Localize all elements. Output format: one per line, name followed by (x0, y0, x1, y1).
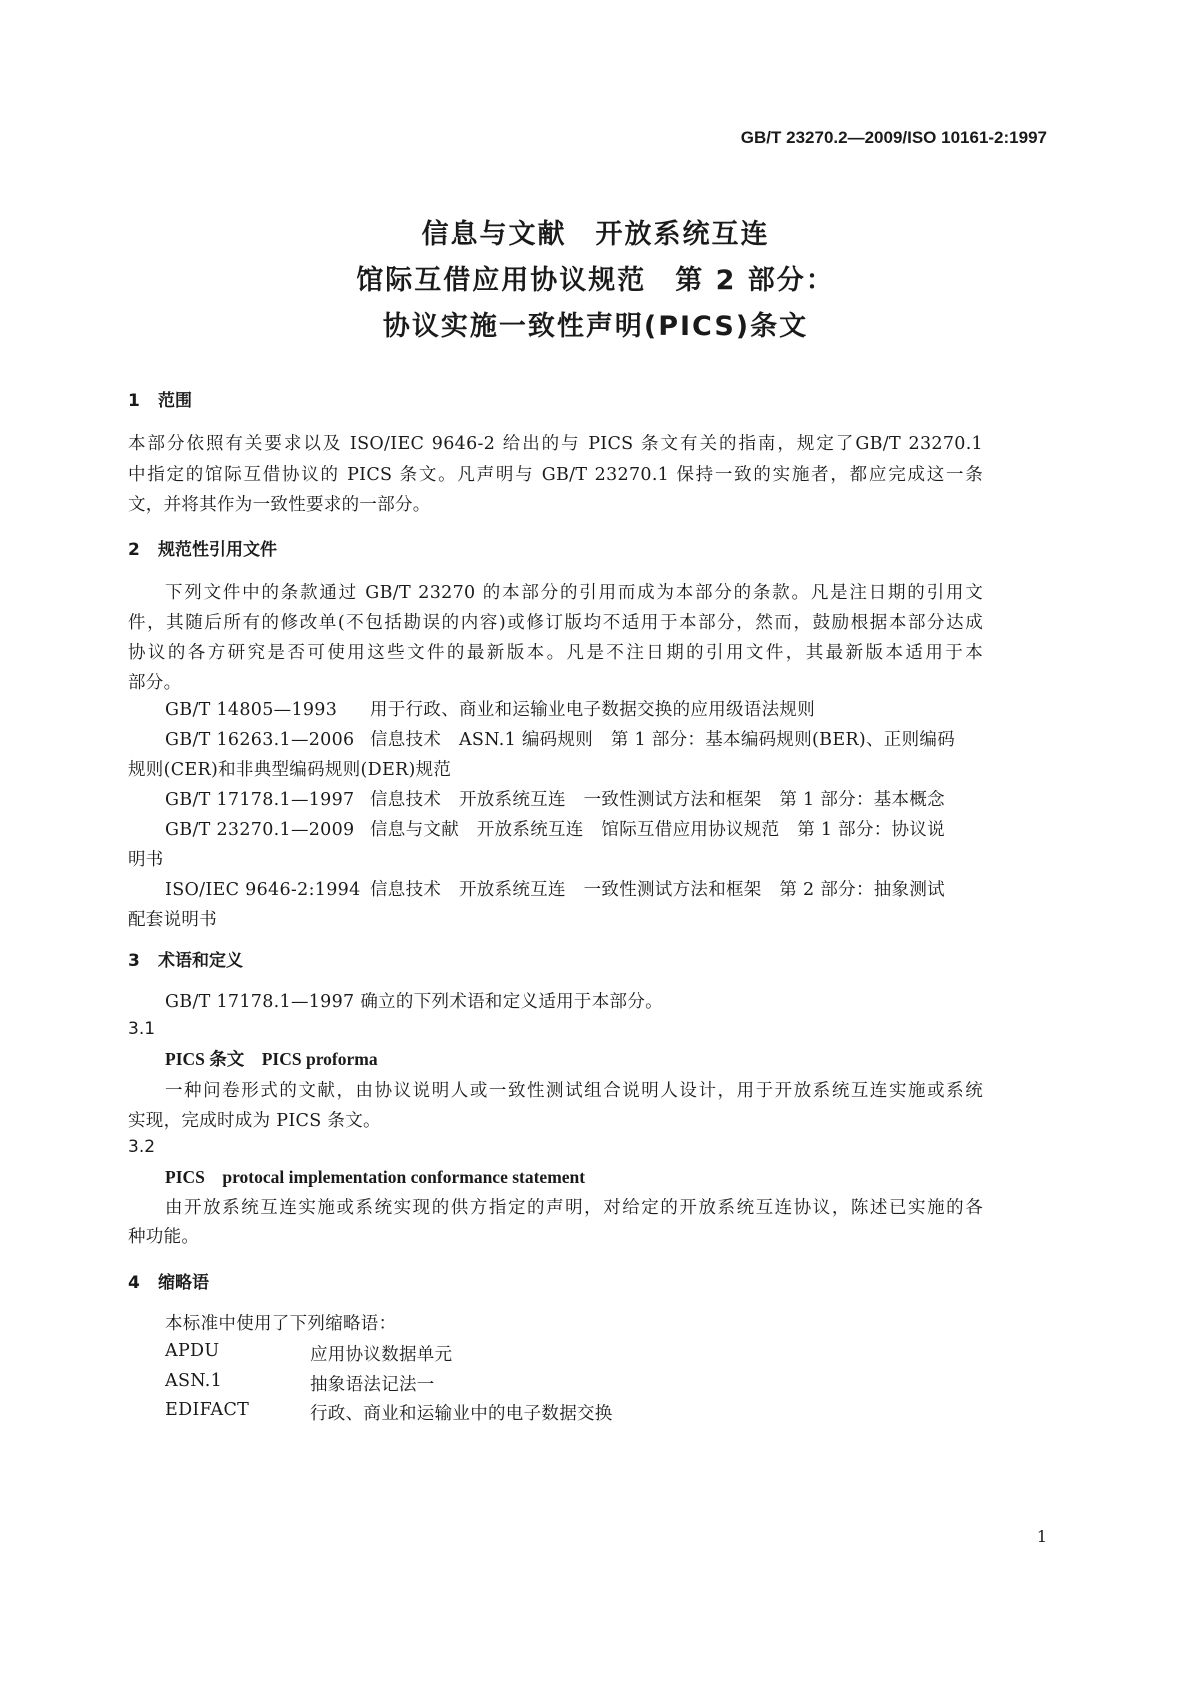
paragraph-line: 文，并将其作为一致性要求的一部分。 (128, 495, 431, 515)
title-line-3: 协议实施一致性声明(PICS)条文 (382, 311, 809, 342)
paragraph-line: 部分。 (128, 673, 182, 693)
abbreviation-definition: 行政、商业和运输业中的电子数据交换 (310, 1404, 613, 1424)
paragraph-line: 本部分依照有关要求以及 ISO/IEC 9646-2 给出的与 PICS 条文有关的指南，规定了GB/T 23270.1 (128, 434, 983, 454)
paragraph-line: 下列文件中的条款通过 GB/T 23270 的本部分的引用而成为本部分的条款。凡是注日期的引用文 (165, 583, 983, 603)
reference-code: GB/T 16263.1—2006 (165, 730, 355, 750)
title-line-2: 馆际互借应用协议规范 第 2 部分： (356, 265, 835, 296)
term-name: PICS protocal implementation conformance statement (165, 1167, 586, 1187)
term-number: 3.2 (128, 1137, 156, 1157)
term-number: 3.1 (128, 1019, 156, 1039)
reference-code: ISO/IEC 9646-2:1994 (165, 880, 361, 900)
reference-title: 信息技术 开放系统互连 一致性测试方法和框架 第 2 部分：抽象测试 (370, 880, 945, 900)
abbreviation-definition: 应用协议数据单元 (310, 1345, 453, 1365)
section-number: 1 (128, 391, 140, 411)
standard-code-header: GB/T 23270.2—2009/ISO 10161-2:1997 (740, 128, 1047, 147)
paragraph-line: 协议的各方研究是否可使用这些文件的最新版本。凡是不注日期的引用文件，其最新版本适用于本 (128, 643, 983, 663)
reference-title: 信息技术 ASN.1 编码规则 第 1 部分：基本编码规则(BER)、正则编码 (370, 730, 956, 750)
reference-title: 用于行政、商业和运输业电子数据交换的应用级语法规则 (370, 700, 815, 720)
reference-item (165, 726, 955, 751)
term-definition-line: 种功能。 (128, 1227, 200, 1247)
title-line-1: 信息与文献 开放系统互连 (421, 219, 770, 250)
reference-title: 信息技术 开放系统互连 一致性测试方法和框架 第 1 部分：基本概念 (370, 790, 945, 810)
abbreviation-row (165, 1371, 665, 1397)
abbreviation-row (165, 1400, 665, 1426)
reference-code: GB/T 14805—1993 (165, 700, 338, 720)
abbreviation-code: EDIFACT (165, 1400, 250, 1420)
abbreviation-definition: 抽象语法记法一 (310, 1375, 435, 1395)
reference-item (165, 876, 945, 901)
reference-item (165, 786, 945, 811)
reference-continuation: 规则(CER)和非典型编码规则(DER)规范 (128, 760, 452, 780)
paragraph-line: 件，其随后所有的修改单(不包括勘误的内容)或修订版均不适用于本部分，然而，鼓励根据本部分达成 (128, 613, 983, 633)
term-definition-line: 一种问卷形式的文献，由协议说明人或一致性测试组合说明人设计，用于开放系统互连实施或系统 (165, 1081, 983, 1101)
term-definition-line: 由开放系统互连实施或系统实现的供方指定的声明，对给定的开放系统互连协议，陈述已实施的各 (165, 1198, 983, 1218)
abbreviation-row (165, 1341, 665, 1367)
reference-title: 信息与文献 开放系统互连 馆际互借应用协议规范 第 1 部分：协议说 (370, 820, 945, 840)
section-number: 2 (128, 540, 140, 560)
paragraph-line: 中指定的馆际互借协议的 PICS 条文。凡声明与 GB/T 23270.1 保持一致的实施者，都应完成这一条 (128, 465, 983, 485)
reference-item (165, 696, 815, 721)
section-3-heading (128, 946, 243, 971)
section-title: 术语和定义 (158, 951, 243, 971)
section-intro: GB/T 17178.1—1997 确立的下列术语和定义适用于本部分。 (165, 992, 663, 1012)
reference-code: GB/T 17178.1—1997 (165, 790, 355, 810)
reference-item (165, 816, 945, 841)
abbreviation-code: ASN.1 (165, 1371, 223, 1391)
section-title: 范围 (158, 391, 192, 411)
section-number: 4 (128, 1273, 140, 1293)
reference-continuation: 配套说明书 (128, 910, 217, 930)
section-title: 缩略语 (158, 1273, 209, 1293)
section-1-heading (128, 386, 192, 411)
section-intro: 本标准中使用了下列缩略语： (165, 1314, 397, 1334)
page-number: 1 (1036, 1527, 1047, 1546)
term-definition-line: 实现，完成时成为 PICS 条文。 (128, 1111, 381, 1131)
reference-code: GB/T 23270.1—2009 (165, 820, 355, 840)
section-2-heading (128, 535, 277, 560)
section-4-heading (128, 1268, 209, 1293)
reference-continuation: 明书 (128, 850, 164, 870)
abbreviation-code: APDU (165, 1341, 220, 1361)
section-number: 3 (128, 951, 140, 971)
term-name: PICS 条文 PICS proforma (165, 1049, 378, 1069)
section-title: 规范性引用文件 (158, 540, 277, 560)
